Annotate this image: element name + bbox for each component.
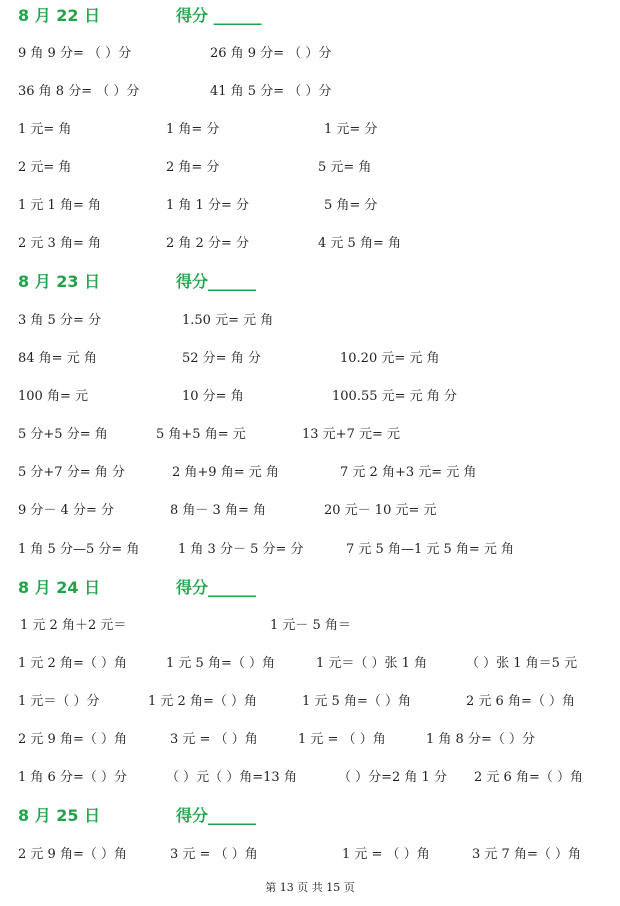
exercise-item: 2 元= 角 bbox=[18, 160, 72, 175]
exercise-item: 2 角= 分 bbox=[166, 160, 220, 175]
exercise-item: 5 角= 分 bbox=[324, 198, 378, 213]
exercise-item: 41 角 5 分= （ ）分 bbox=[210, 84, 332, 99]
exercise-item: 100 角= 元 bbox=[18, 389, 88, 404]
exercise-row bbox=[0, 423, 620, 447]
exercise-row bbox=[0, 614, 620, 638]
exercise-item: 5 元= 角 bbox=[318, 160, 372, 175]
exercise-row bbox=[0, 385, 620, 409]
exercise-item: 20 元－ 10 元= 元 bbox=[324, 503, 437, 518]
exercise-item: 3 角 5 分= 分 bbox=[18, 313, 101, 328]
exercise-item: 10.20 元= 元 角 bbox=[340, 351, 440, 366]
exercise-row bbox=[0, 461, 620, 485]
exercise-item: （ ）元（ ）角=13 角 bbox=[166, 770, 297, 785]
exercise-item: 1 元＝（ ）张 1 角 bbox=[316, 656, 428, 671]
exercise-item: 1 元 1 角= 角 bbox=[18, 198, 101, 213]
exercise-row bbox=[0, 42, 620, 66]
exercise-item: 3 元 = （ ）角 bbox=[170, 847, 258, 862]
page-footer: 第 13 页 共 15 页 bbox=[265, 881, 355, 894]
exercise-item: 9 分－ 4 分= 分 bbox=[18, 503, 114, 518]
exercise-item: 8 角－ 3 角= 角 bbox=[170, 503, 266, 518]
exercise-row bbox=[0, 766, 620, 790]
exercise-item: （ ）张 1 角＝5 元 bbox=[466, 656, 578, 671]
exercise-row bbox=[0, 194, 620, 218]
exercise-item: 7 元 5 角—1 元 5 角= 元 角 bbox=[346, 542, 515, 557]
exercise-item: 5 分+5 分= 角 bbox=[18, 427, 108, 442]
exercise-item: 1 角 6 分=（ ）分 bbox=[18, 770, 127, 785]
exercise-item: 1 角 8 分=（ ）分 bbox=[426, 732, 535, 747]
exercise-row bbox=[0, 843, 620, 867]
exercise-item: 1 元= 角 bbox=[18, 122, 72, 137]
exercise-item: 2 元 6 角=（ ）角 bbox=[466, 694, 575, 709]
exercise-item: 2 元 9 角=（ ）角 bbox=[18, 732, 127, 747]
exercise-item: 1 元 = （ ）角 bbox=[342, 847, 430, 862]
exercise-item: 2 元 6 角=（ ）角 bbox=[474, 770, 583, 785]
exercise-item: （ ）分=2 角 1 分 bbox=[338, 770, 447, 785]
exercise-item: 1.50 元= 元 角 bbox=[182, 313, 274, 328]
section-header bbox=[0, 270, 620, 294]
exercise-item: 3 元 = （ ）角 bbox=[170, 732, 258, 747]
section-score: 得分 ______ bbox=[176, 6, 262, 25]
section-date: 8 月 25 日 bbox=[18, 806, 101, 825]
exercise-item: 2 元 3 角= 角 bbox=[18, 236, 101, 251]
exercise-row bbox=[0, 538, 620, 562]
exercise-item: 5 角+5 角= 元 bbox=[156, 427, 246, 442]
exercise-item: 1 元 5 角=（ ）角 bbox=[302, 694, 411, 709]
exercise-row bbox=[0, 232, 620, 256]
exercise-row bbox=[0, 728, 620, 752]
section-header bbox=[0, 576, 620, 600]
exercise-item: 36 角 8 分= （ ）分 bbox=[18, 84, 140, 99]
exercise-item: 9 角 9 分= （ ）分 bbox=[18, 46, 132, 61]
exercise-item: 4 元 5 角= 角 bbox=[318, 236, 401, 251]
section-date: 8 月 24 日 bbox=[18, 578, 101, 597]
exercise-item: 1 元 2 角=（ ）角 bbox=[18, 656, 127, 671]
exercise-item: 1 元 = （ ）角 bbox=[298, 732, 386, 747]
exercise-item: 1 角 1 分= 分 bbox=[166, 198, 249, 213]
exercise-item: 52 分= 角 分 bbox=[182, 351, 261, 366]
exercise-item: 13 元+7 元= 元 bbox=[302, 427, 400, 442]
exercise-item: 10 分= 角 bbox=[182, 389, 244, 404]
exercise-item: 1 元－ 5 角＝ bbox=[270, 618, 351, 633]
exercise-item: 1 元= 分 bbox=[324, 122, 378, 137]
exercise-item: 1 元＝（ ）分 bbox=[18, 694, 100, 709]
exercise-row bbox=[0, 118, 620, 142]
exercise-item: 2 元 9 角=（ ）角 bbox=[18, 847, 127, 862]
section-score: 得分______ bbox=[176, 578, 257, 597]
exercise-row bbox=[0, 80, 620, 104]
exercise-item: 3 元 7 角=（ ）角 bbox=[472, 847, 581, 862]
exercise-item: 26 角 9 分= （ ）分 bbox=[210, 46, 332, 61]
exercise-item: 2 角+9 角= 元 角 bbox=[172, 465, 279, 480]
section-date: 8 月 23 日 bbox=[18, 272, 101, 291]
exercise-item: 1 元 2 角=（ ）角 bbox=[148, 694, 257, 709]
exercise-row bbox=[0, 347, 620, 371]
exercise-row bbox=[0, 156, 620, 180]
exercise-item: 1 角 5 分—5 分= 角 bbox=[18, 542, 140, 557]
exercise-item: 1 角= 分 bbox=[166, 122, 220, 137]
section-header bbox=[0, 804, 620, 828]
section-score: 得分______ bbox=[176, 272, 257, 291]
exercise-row bbox=[0, 309, 620, 333]
exercise-item: 7 元 2 角+3 元= 元 角 bbox=[340, 465, 477, 480]
exercise-row bbox=[0, 690, 620, 714]
section-date: 8 月 22 日 bbox=[18, 6, 101, 25]
section-header bbox=[0, 4, 620, 28]
exercise-item: 1 角 3 分－ 5 分= 分 bbox=[178, 542, 304, 557]
exercise-item: 5 分+7 分= 角 分 bbox=[18, 465, 125, 480]
exercise-row bbox=[0, 652, 620, 676]
exercise-item: 100.55 元= 元 角 分 bbox=[332, 389, 457, 404]
exercise-row bbox=[0, 499, 620, 523]
exercise-item: 2 角 2 分= 分 bbox=[166, 236, 249, 251]
section-score: 得分______ bbox=[176, 806, 257, 825]
exercise-item: 1 元 2 角＋2 元＝ bbox=[20, 618, 127, 633]
exercise-item: 84 角= 元 角 bbox=[18, 351, 97, 366]
exercise-item: 1 元 5 角=（ ）角 bbox=[166, 656, 275, 671]
